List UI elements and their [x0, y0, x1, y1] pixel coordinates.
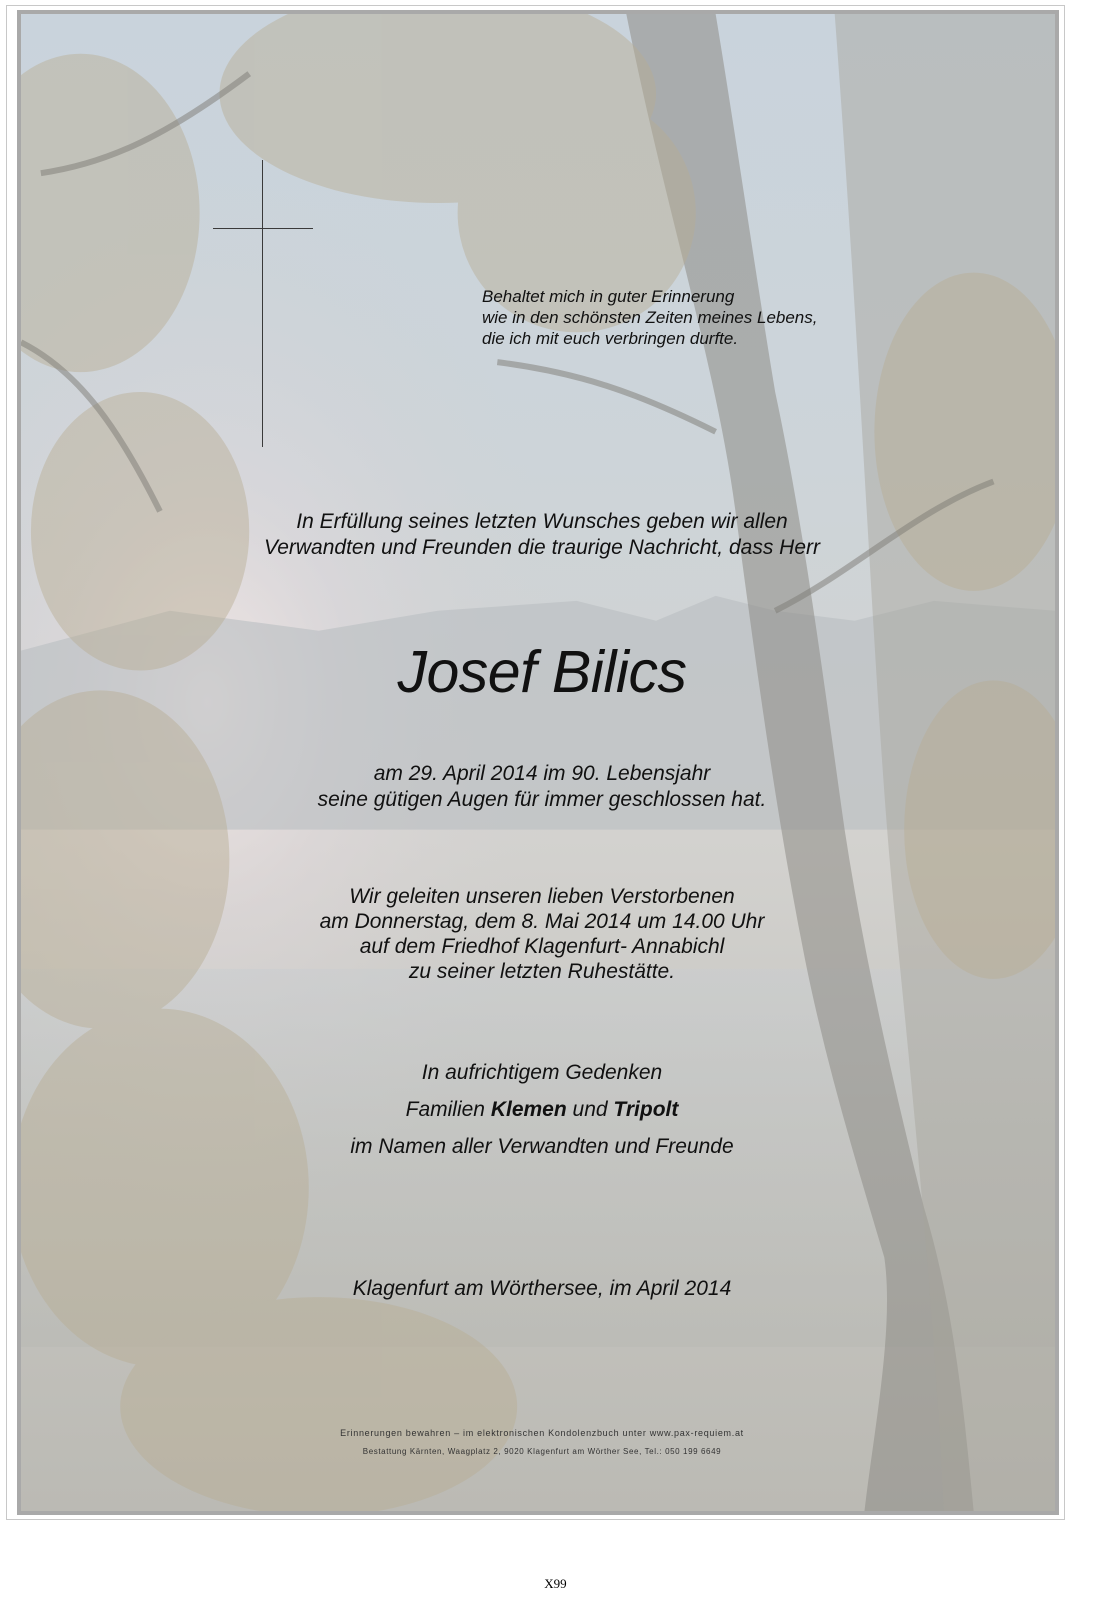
death-line: am 29. April 2014 im 90. Lebensjahr: [373, 762, 711, 785]
family-name-tripolt: Tripolt: [613, 1098, 679, 1121]
obituary-frame: [17, 10, 1059, 1515]
memorial-line: In aufrichtigem Gedenken: [421, 1061, 663, 1084]
obituary-sheet: [6, 5, 1065, 1520]
death-line: seine gütigen Augen für immer geschlossen hat.: [317, 788, 767, 811]
footer-condolence-note: Erinnerungen bewahren – im elektronischen Kondolenzbuch unter www.pax-requiem.at: [340, 1428, 744, 1438]
footer-funeral-home: Bestattung Kärnten, Waagplatz 2, 9020 Klagenfurt am Wörther See, Tel.: 050 199 6649: [362, 1447, 722, 1456]
mourners-signature: [21, 1054, 1059, 1165]
funeral-line: zu seiner letzten Ruhestätte.: [408, 960, 676, 983]
families-line: [21, 1091, 1059, 1128]
families-prefix: Familien: [405, 1098, 485, 1121]
cross-icon: [213, 160, 313, 447]
funeral-line: am Donnerstag, dem 8. Mai 2014 um 14.00 Uhr: [319, 910, 765, 933]
death-notice: [21, 761, 1059, 813]
page-code: X99: [544, 1576, 567, 1591]
verse-line: Behaltet mich in guter Erinnerung: [482, 287, 735, 306]
family-name-klemen: Klemen: [490, 1098, 567, 1121]
funeral-line: Wir geleiten unseren lieben Verstorbenen: [349, 885, 735, 908]
announcement-intro: [21, 509, 1059, 561]
deceased-name: Josef Bilics: [397, 639, 687, 705]
families-and: und: [572, 1098, 608, 1121]
verse-line: wie in den schönsten Zeiten meines Lebens,: [482, 308, 818, 327]
intro-line: In Erfüllung seines letzten Wunsches geben wir allen: [296, 510, 788, 533]
funeral-details: [21, 884, 1059, 984]
verse-line: die ich mit euch verbringen durfte.: [482, 329, 739, 348]
verse-quote: [482, 286, 817, 349]
funeral-line: auf dem Friedhof Klagenfurt- Annabichl: [359, 935, 725, 958]
place-and-date: Klagenfurt am Wörthersee, im April 2014: [352, 1277, 732, 1300]
memorial-line: im Namen aller Verwandten und Freunde: [350, 1135, 734, 1158]
intro-line: Verwandten und Freunden die traurige Nachricht, dass Herr: [263, 536, 821, 559]
